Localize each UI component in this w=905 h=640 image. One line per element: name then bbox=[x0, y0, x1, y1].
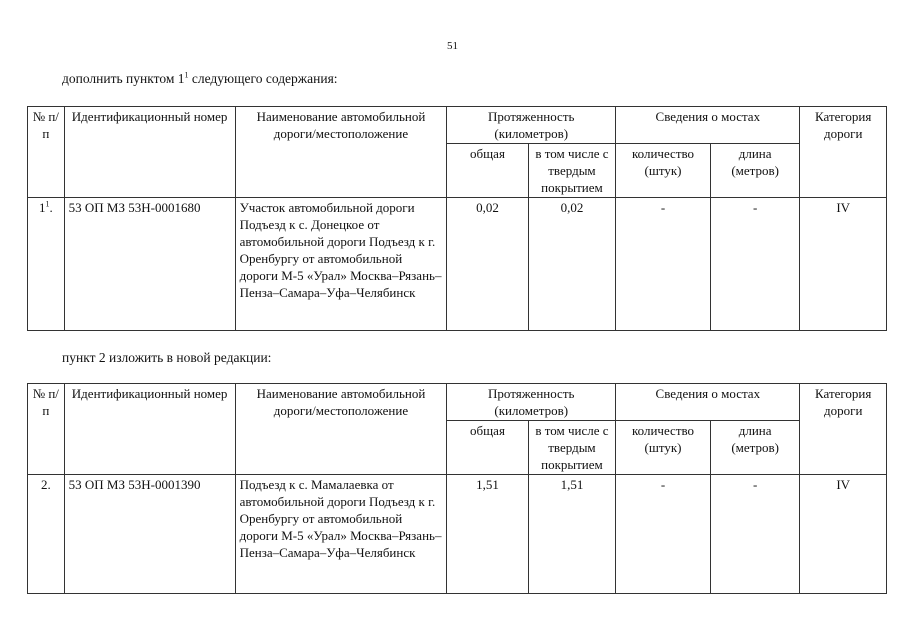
header-length-hard: в том числе с твердым покрытием bbox=[528, 421, 616, 475]
row-bridges-count: - bbox=[616, 198, 711, 331]
header-category: Категория дороги bbox=[800, 107, 887, 198]
row-length-hard: 1,51 bbox=[528, 475, 616, 594]
row-num: 2. bbox=[28, 475, 65, 594]
section-2-intro: пункт 2 изложить в новой редакции: bbox=[62, 350, 272, 365]
row-length-hard: 0,02 bbox=[528, 198, 616, 331]
header-name: Наименование автомобильной дороги/местоположение bbox=[235, 384, 447, 475]
row-num-sup: 1 bbox=[45, 199, 50, 209]
header-row bbox=[28, 107, 887, 144]
header-length: Протяженность (километров) bbox=[447, 107, 616, 144]
header-ident: Идентификационный номер bbox=[64, 107, 235, 198]
header-bridges-count: количество (штук) bbox=[616, 421, 711, 475]
row-bridges-length: - bbox=[710, 475, 800, 594]
header-length-total: общая bbox=[447, 144, 528, 198]
header-row bbox=[28, 384, 887, 421]
header-bridges: Сведения о мостах bbox=[616, 384, 800, 421]
header-num: № п/п bbox=[28, 384, 65, 475]
header-num: № п/п bbox=[28, 107, 65, 198]
row-num-base: 1 bbox=[38, 200, 46, 215]
roads-table-1 bbox=[27, 106, 887, 331]
row-category: IV bbox=[800, 475, 887, 594]
section-1-intro bbox=[62, 71, 338, 87]
header-length: Протяженность (километров) bbox=[447, 384, 616, 421]
row-length-total: 0,02 bbox=[447, 198, 528, 331]
row-name: Участок автомобильной дороги Подъезд к с. Донецкое от автомобильной дороги Подъезд к г. Оренбургу от автомобильной дороги М-5 «Урал» Москва–Рязань–Пенза–Самара–Уфа–Челябинск bbox=[235, 198, 447, 331]
header-category: Категория дороги bbox=[800, 384, 887, 475]
row-bridges-count: - bbox=[616, 475, 711, 594]
header-bridges-length: длина (метров) bbox=[710, 144, 800, 198]
header-length-hard: в том числе с твердым покрытием bbox=[528, 144, 616, 198]
section-1-intro-text: дополнить пунктом 1 bbox=[62, 71, 185, 86]
table-row bbox=[28, 198, 887, 331]
header-ident: Идентификационный номер bbox=[64, 384, 235, 475]
section-1-intro-sup: 1 bbox=[184, 70, 189, 80]
page-number: 51 bbox=[447, 40, 458, 52]
header-name: Наименование автомобильной дороги/местоположение bbox=[235, 107, 447, 198]
table-row bbox=[28, 475, 887, 594]
row-length-total: 1,51 bbox=[447, 475, 528, 594]
section-1-intro-tail: следующего содержания: bbox=[188, 71, 338, 86]
row-ident: 53 ОП МЗ 53Н-0001390 bbox=[64, 475, 235, 594]
row-name: Подъезд к с. Мамалаевка от автомобильной дороги Подъезд к г. Оренбургу от автомобильной дороги М-5 «Урал» Москва–Рязань–Пенза–Самара–Уфа–Челябинск bbox=[235, 475, 447, 594]
header-bridges: Сведения о мостах bbox=[616, 107, 800, 144]
row-ident: 53 ОП МЗ 53Н-0001680 bbox=[64, 198, 235, 331]
header-bridges-count: количество (штук) bbox=[616, 144, 711, 198]
row-category: IV bbox=[800, 198, 887, 331]
header-length-total: общая bbox=[447, 421, 528, 475]
row-num bbox=[28, 198, 65, 331]
row-num-tail: . bbox=[49, 200, 53, 215]
row-bridges-length: - bbox=[710, 198, 800, 331]
roads-table-2 bbox=[27, 383, 887, 594]
header-bridges-length: длина (метров) bbox=[710, 421, 800, 475]
